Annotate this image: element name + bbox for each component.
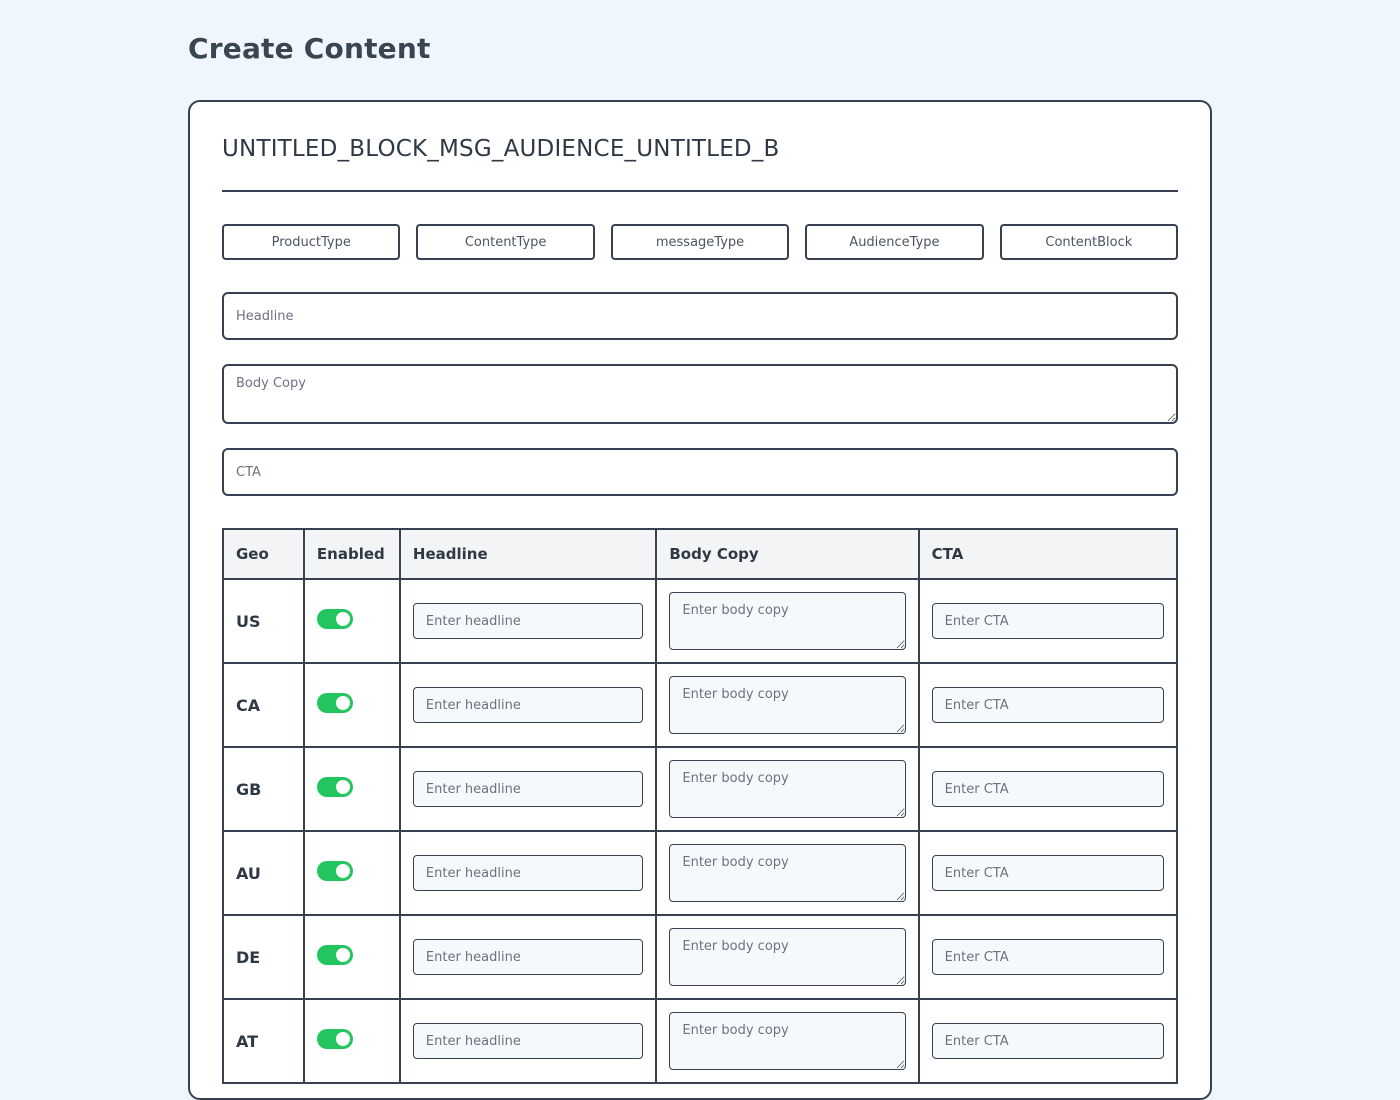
headline-cell — [400, 915, 656, 999]
enabled-cell — [304, 663, 400, 747]
header-body-copy: Body Copy — [656, 529, 918, 579]
row-headline-input[interactable] — [413, 771, 643, 807]
toggle-knob — [336, 864, 350, 878]
header-geo: Geo — [223, 529, 304, 579]
title-divider — [222, 190, 1178, 192]
row-body-copy-textarea[interactable] — [669, 676, 905, 734]
row-body-copy-textarea[interactable] — [669, 760, 905, 818]
row-headline-input[interactable] — [413, 939, 643, 975]
body-copy-cell — [656, 999, 918, 1083]
cta-cell — [919, 915, 1177, 999]
body-copy-cell — [656, 915, 918, 999]
content-type-button[interactable]: ContentType — [416, 224, 594, 260]
cta-cell — [919, 831, 1177, 915]
headline-cell — [400, 747, 656, 831]
enabled-cell — [304, 579, 400, 663]
geo-cell — [223, 999, 304, 1083]
enabled-toggle[interactable] — [317, 609, 353, 629]
content-card — [188, 100, 1212, 1100]
cta-cell — [919, 999, 1177, 1083]
headline-cell — [400, 999, 656, 1083]
body-copy-cell — [656, 663, 918, 747]
product-type-button[interactable]: ProductType — [222, 224, 400, 260]
body-copy-cell — [656, 579, 918, 663]
enabled-toggle[interactable] — [317, 1029, 353, 1049]
enabled-cell — [304, 915, 400, 999]
row-body-copy-textarea[interactable] — [669, 1012, 905, 1070]
geo-cell — [223, 579, 304, 663]
cta-cell — [919, 747, 1177, 831]
geo-cell — [223, 747, 304, 831]
enabled-cell — [304, 999, 400, 1083]
headline-input[interactable] — [222, 292, 1178, 340]
header-enabled: Enabled — [304, 529, 400, 579]
table-row — [223, 915, 1177, 999]
row-cta-input[interactable] — [932, 939, 1164, 975]
enabled-toggle[interactable] — [317, 861, 353, 881]
row-cta-input[interactable] — [932, 603, 1164, 639]
geo-table — [222, 528, 1178, 1084]
body-copy-textarea[interactable] — [222, 364, 1178, 424]
enabled-toggle[interactable] — [317, 777, 353, 797]
toggle-knob — [336, 948, 350, 962]
cta-input[interactable] — [222, 448, 1178, 496]
row-cta-input[interactable] — [932, 1023, 1164, 1059]
content-block-button[interactable]: ContentBlock — [1000, 224, 1178, 260]
row-cta-input[interactable] — [932, 855, 1164, 891]
headline-cell — [400, 663, 656, 747]
header-cta: CTA — [919, 529, 1177, 579]
toggle-knob — [336, 612, 350, 626]
page-title: Create Content — [188, 32, 431, 65]
enabled-cell — [304, 747, 400, 831]
type-button-row — [222, 224, 1178, 260]
row-cta-input[interactable] — [932, 771, 1164, 807]
geo-code: CA — [236, 695, 261, 715]
table-row — [223, 999, 1177, 1083]
cta-cell — [919, 579, 1177, 663]
row-body-copy-textarea[interactable] — [669, 844, 905, 902]
enabled-cell — [304, 831, 400, 915]
geo-code: AT — [236, 1031, 259, 1051]
row-cta-input[interactable] — [932, 687, 1164, 723]
row-headline-input[interactable] — [413, 855, 643, 891]
body-copy-cell — [656, 747, 918, 831]
row-headline-input[interactable] — [413, 687, 643, 723]
toggle-knob — [336, 780, 350, 794]
row-body-copy-textarea[interactable] — [669, 928, 905, 986]
block-title: UNTITLED_BLOCK_MSG_AUDIENCE_UNTITLED_B — [222, 136, 780, 162]
enabled-toggle[interactable] — [317, 693, 353, 713]
geo-code: DE — [236, 947, 261, 967]
cta-cell — [919, 663, 1177, 747]
message-type-button[interactable]: messageType — [611, 224, 789, 260]
toggle-knob — [336, 696, 350, 710]
table-row — [223, 747, 1177, 831]
row-body-copy-textarea[interactable] — [669, 592, 905, 650]
table-row — [223, 831, 1177, 915]
geo-cell — [223, 831, 304, 915]
table-row — [223, 663, 1177, 747]
table-row — [223, 579, 1177, 663]
audience-type-button[interactable]: AudienceType — [805, 224, 983, 260]
headline-cell — [400, 579, 656, 663]
headline-cell — [400, 831, 656, 915]
geo-cell — [223, 663, 304, 747]
geo-table-body — [223, 579, 1177, 1083]
header-headline: Headline — [400, 529, 656, 579]
table-header-row — [223, 529, 1177, 579]
body-copy-cell — [656, 831, 918, 915]
geo-cell — [223, 915, 304, 999]
row-headline-input[interactable] — [413, 1023, 643, 1059]
toggle-knob — [336, 1032, 350, 1046]
geo-code: US — [236, 611, 261, 631]
enabled-toggle[interactable] — [317, 945, 353, 965]
geo-code: GB — [236, 779, 262, 799]
geo-code: AU — [236, 863, 261, 883]
row-headline-input[interactable] — [413, 603, 643, 639]
